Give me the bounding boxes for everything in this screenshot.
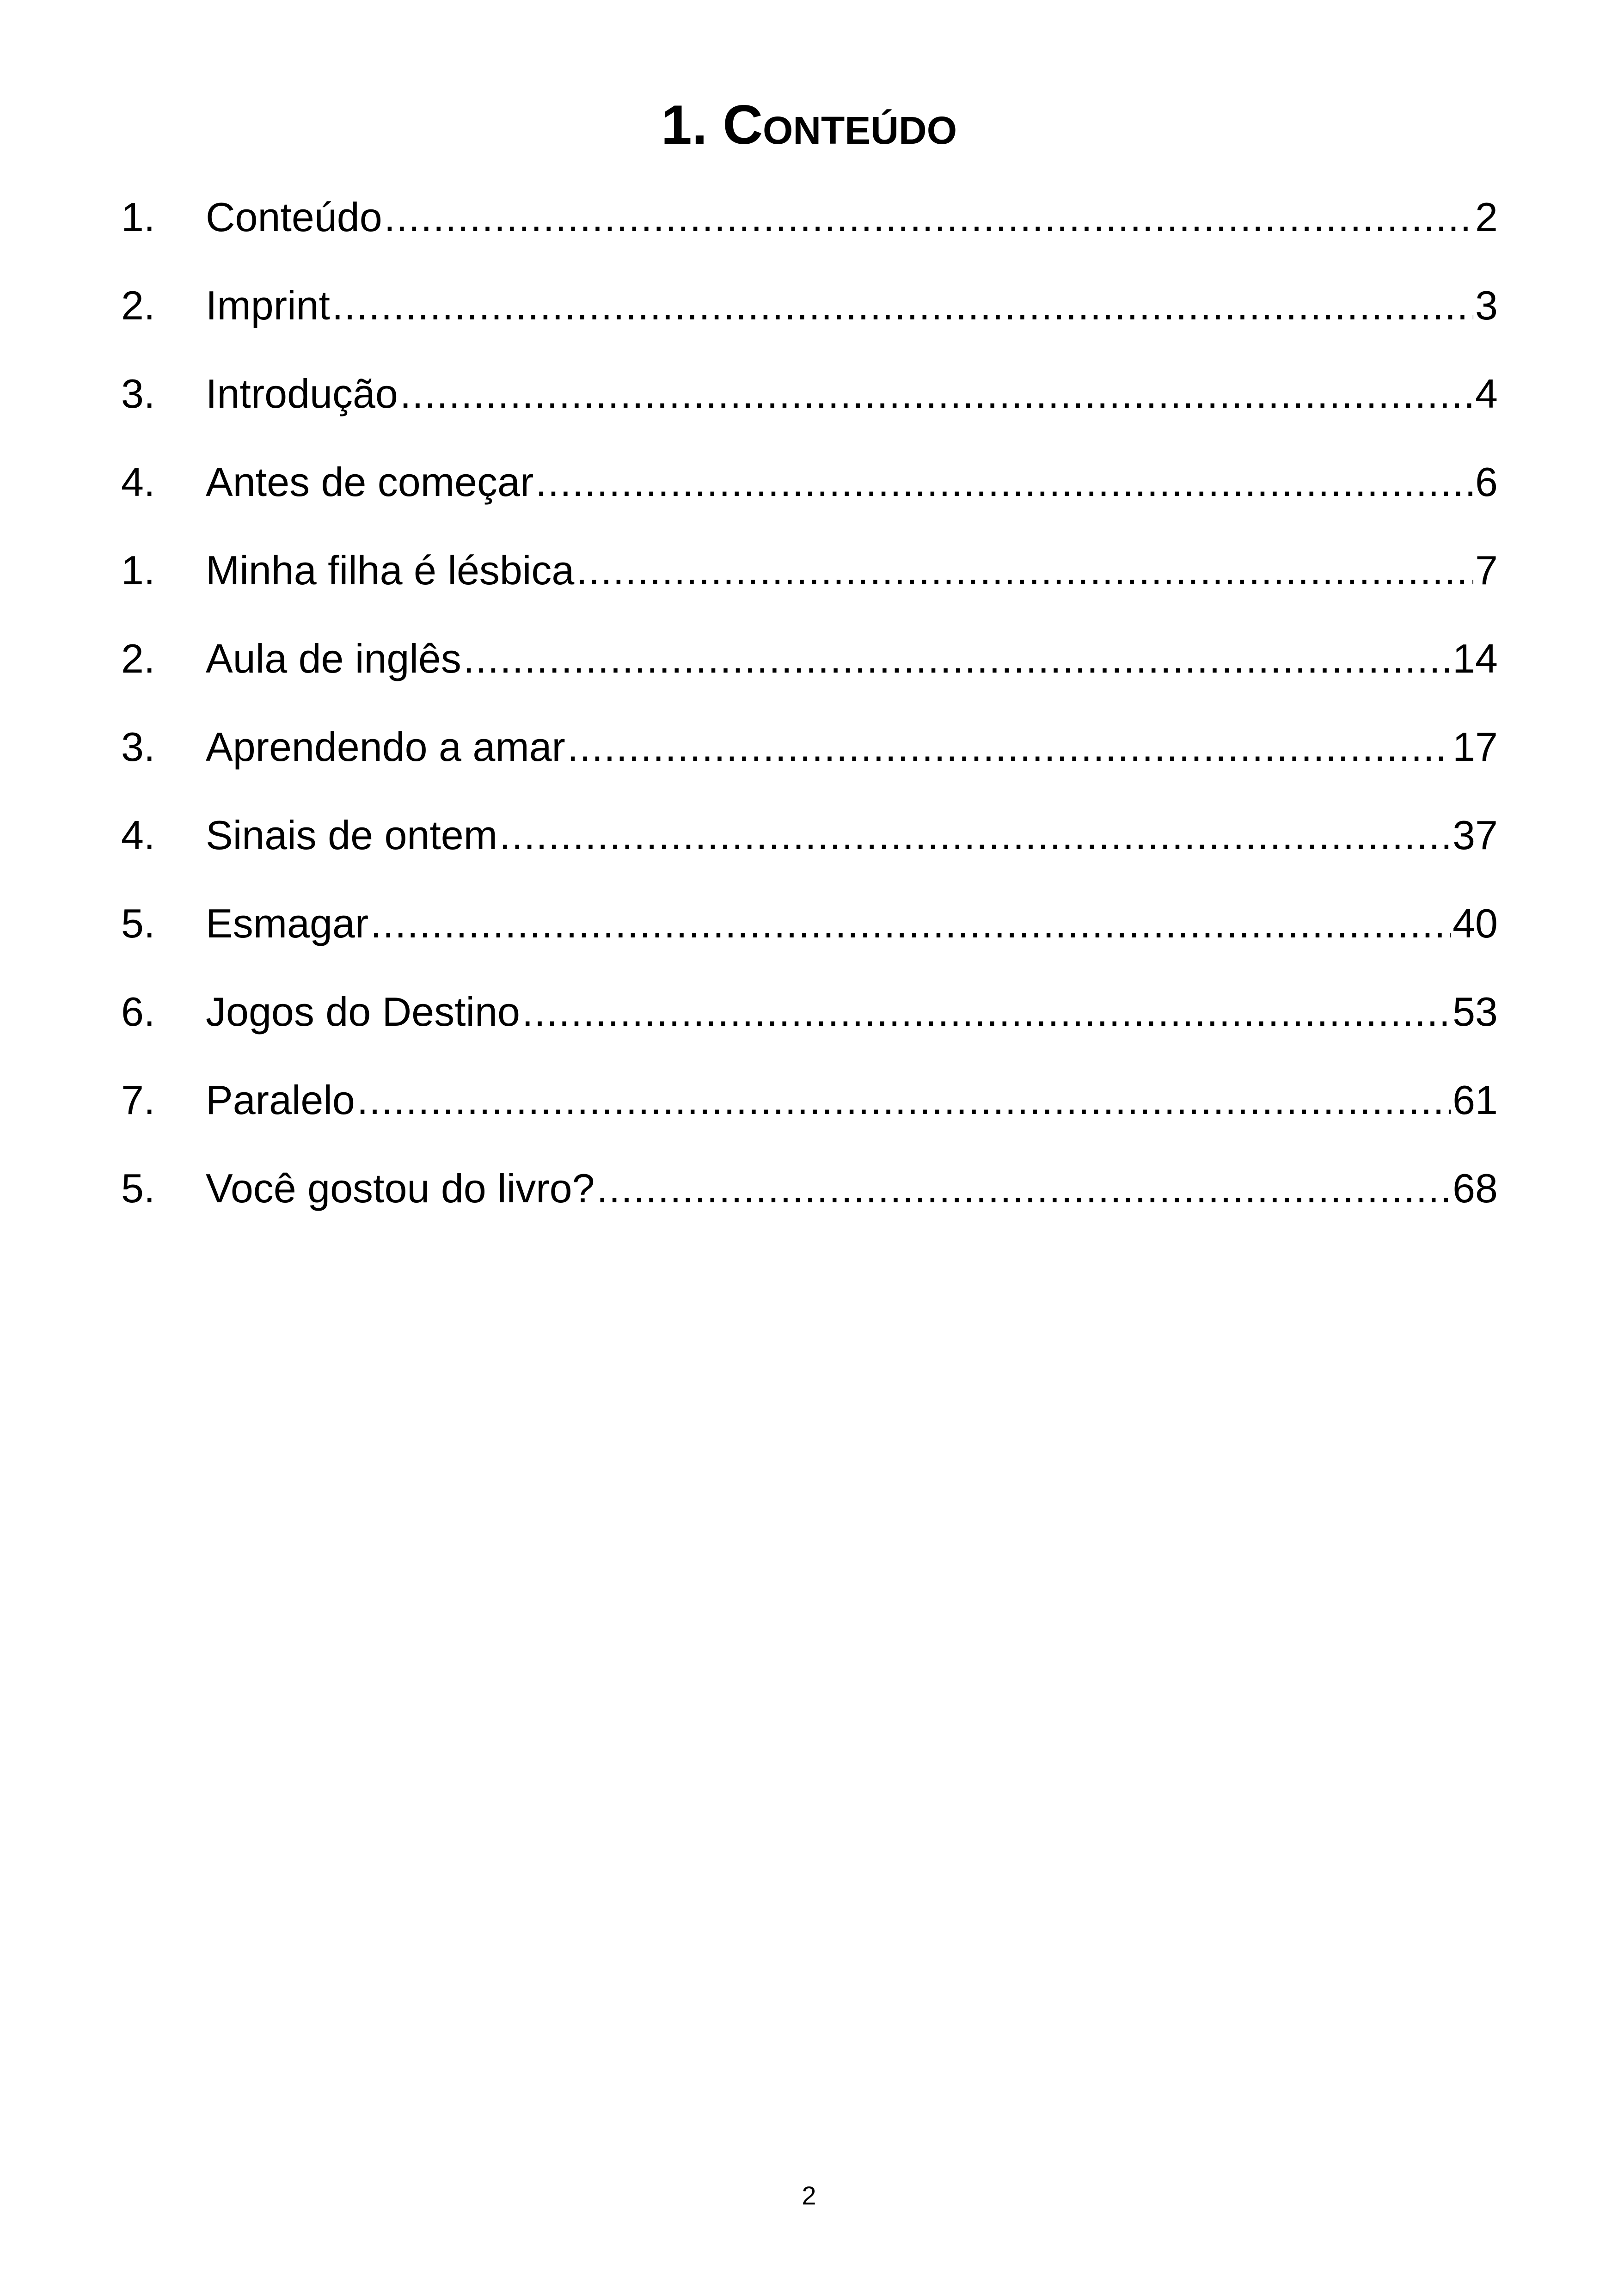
- toc-entry-title: Antes de começar: [206, 459, 534, 505]
- toc-dot-leader: [370, 894, 1451, 954]
- toc-entry-voce-gostou-do-livro[interactable]: [121, 1158, 1498, 1247]
- toc-entry-title: Minha filha é lésbica: [206, 547, 575, 593]
- toc-entry-page: 4: [1475, 371, 1498, 416]
- toc-entry-number: 1.: [121, 194, 155, 240]
- toc-dot-leader: [596, 1158, 1451, 1218]
- toc-entry-title: Você gostou do livro?: [206, 1165, 595, 1211]
- toc-entry-title: Esmagar: [206, 900, 369, 946]
- toc-dot-leader: [357, 1070, 1451, 1130]
- toc-dot-leader: [567, 717, 1451, 777]
- toc-entry-number: 1.: [121, 547, 155, 593]
- toc-entry-jogos-do-destino[interactable]: [121, 982, 1498, 1070]
- toc-entry-number: 6.: [121, 989, 155, 1035]
- toc-entry-title: Introdução: [206, 371, 398, 416]
- page-title-number: 1.: [661, 94, 708, 156]
- toc-entry-aprendendo-a-amar[interactable]: [121, 717, 1498, 805]
- toc-dot-leader: [522, 982, 1451, 1042]
- toc-entry-antes-de-comecar[interactable]: [121, 452, 1498, 540]
- toc-entry-number: 7.: [121, 1077, 155, 1123]
- toc-entry-page: 7: [1475, 547, 1498, 593]
- toc-dot-leader: [499, 805, 1451, 865]
- toc-dot-leader: [535, 452, 1473, 512]
- toc-entry-page: 3: [1475, 282, 1498, 328]
- toc-entry-number: 2.: [121, 636, 155, 681]
- toc-entry-title: Sinais de ontem: [206, 812, 498, 858]
- toc-entry-title: Jogos do Destino: [206, 989, 520, 1035]
- toc-dot-leader: [400, 364, 1473, 424]
- toc-entry-title: Imprint: [206, 282, 330, 328]
- toc-entry-page: 53: [1453, 989, 1498, 1035]
- toc-entry-title: Paralelo: [206, 1077, 355, 1123]
- toc-entry-page: 68: [1453, 1165, 1498, 1211]
- toc-entry-imprint[interactable]: [121, 276, 1498, 364]
- toc-entry-page: 17: [1453, 724, 1498, 770]
- toc-entry-number: 2.: [121, 282, 155, 328]
- toc-entry-title: Aprendendo a amar: [206, 724, 565, 770]
- toc-entry-title: Aula de inglês: [206, 636, 461, 681]
- toc-entry-paralelo[interactable]: [121, 1070, 1498, 1158]
- toc-entry-title: Conteúdo: [206, 194, 382, 240]
- toc-entry-number: 3.: [121, 724, 155, 770]
- toc-dot-leader: [576, 540, 1473, 600]
- toc-dot-leader: [463, 629, 1451, 689]
- toc-entry-number: 5.: [121, 900, 155, 946]
- toc-entry-page: 6: [1475, 459, 1498, 505]
- toc-entry-number: 5.: [121, 1165, 155, 1211]
- toc-entry-number: 3.: [121, 371, 155, 416]
- footer-page-number: 2: [802, 2181, 816, 2210]
- toc-entry-number: 4.: [121, 812, 155, 858]
- toc-entry-minha-filha-e-lesbica[interactable]: [121, 540, 1498, 629]
- toc-entry-page: 2: [1475, 194, 1498, 240]
- toc-dot-leader: [384, 187, 1473, 247]
- toc-entry-sinais-de-ontem[interactable]: [121, 805, 1498, 894]
- toc-entry-page: 40: [1453, 900, 1498, 946]
- toc-dot-leader: [332, 276, 1473, 336]
- toc-entry-aula-de-ingles[interactable]: [121, 629, 1498, 717]
- toc-entry-esmagar[interactable]: [121, 894, 1498, 982]
- toc-entry-page: 37: [1453, 812, 1498, 858]
- toc-entry-introducao[interactable]: [121, 364, 1498, 452]
- page-title-text: Conteúdo: [723, 94, 957, 156]
- toc-entry-conteudo[interactable]: [121, 187, 1498, 276]
- page-title: [0, 79, 1618, 171]
- table-of-contents: [121, 187, 1498, 1247]
- toc-entry-page: 14: [1453, 636, 1498, 681]
- toc-entry-page: 61: [1453, 1077, 1498, 1123]
- toc-entry-number: 4.: [121, 459, 155, 505]
